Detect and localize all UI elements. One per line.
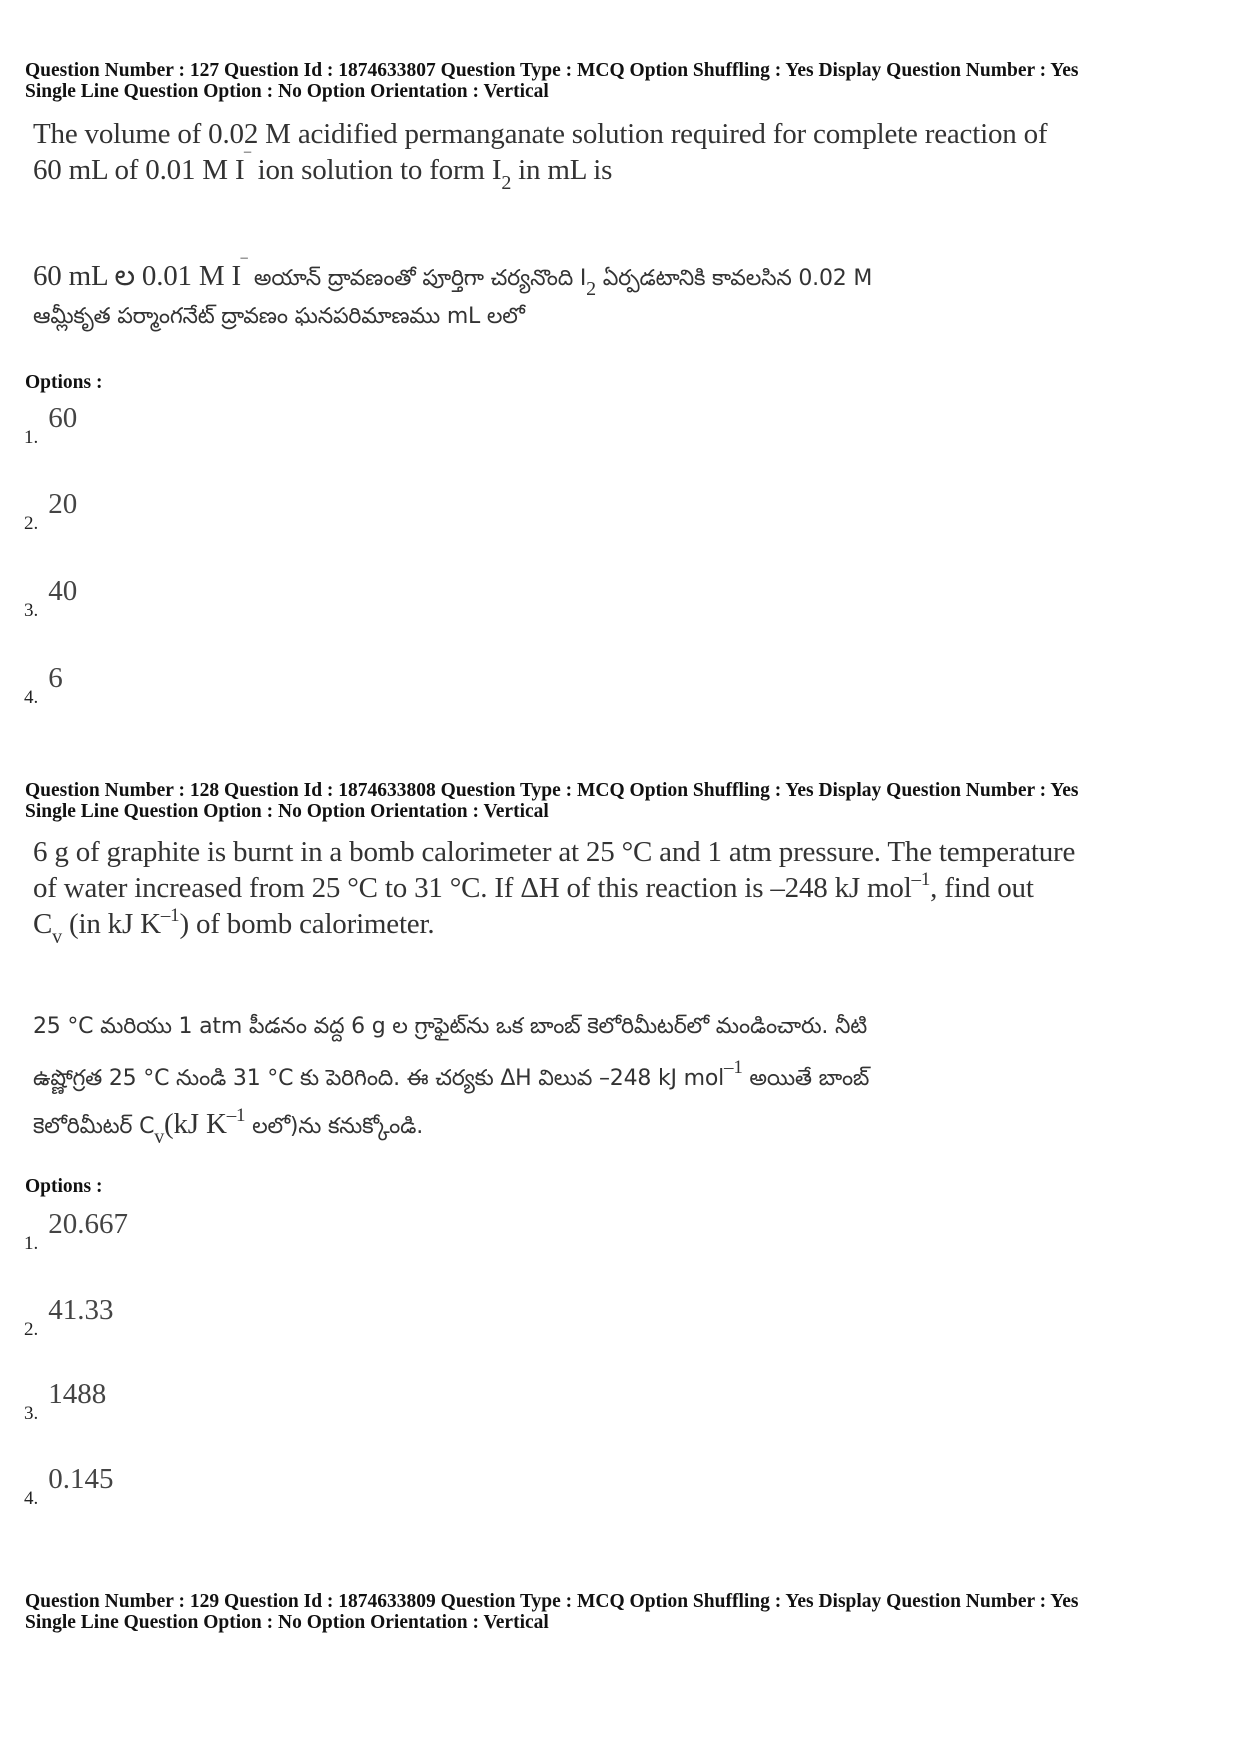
option-value: 41.33 <box>48 1294 114 1326</box>
question-text-line: ఉష్ణోగ్రత 25 °C నుండి 31 °C కు పెరిగింది. ఈ చర్యకు ΔH విలువ –248 kJ mol$^{-1}$ అయితే బాంబ్ <box>33 1057 870 1091</box>
option-3[interactable] <box>24 575 78 621</box>
option-number: 1. <box>24 427 39 448</box>
option-value: 20.667 <box>48 1208 128 1240</box>
question-text-line: $C_v$ (in kJ $K^{-1}$) of bomb calorimeter. <box>33 905 435 948</box>
option-1[interactable] <box>24 1208 128 1254</box>
question-meta-line-1: Question Number : 129 Question Id : 1874633809 Question Type : MCQ Option Shuffling : Yes Display Question Number : Yes <box>25 1591 1079 1612</box>
option-number: 2. <box>24 1319 39 1340</box>
option-value: 0.145 <box>48 1463 114 1495</box>
option-1[interactable] <box>24 402 78 448</box>
question-text-line: 60 mL of 0.01 M I‾ ion solution to form $I_2$ in mL is <box>33 151 613 194</box>
options-label: Options : <box>25 372 103 393</box>
options-label: Options : <box>25 1176 103 1197</box>
option-value: 1488 <box>48 1378 107 1410</box>
option-value: 40 <box>48 575 78 607</box>
option-2[interactable] <box>24 488 78 534</box>
option-4[interactable] <box>24 662 63 708</box>
question-meta-line-1: Question Number : 128 Question Id : 1874633808 Question Type : MCQ Option Shuffling : Yes Display Question Number : Yes <box>25 780 1079 801</box>
question-text-line: of water increased from 25 °C to 31 °C. If ΔH of this reaction is –248 kJ mol$^{-1}$, find out <box>33 869 1034 904</box>
question-text-line: ఆమ్లీకృత పర్మాంగనేట్ ద్రావణం ఘనపరిమాణము mL లలో <box>33 304 525 329</box>
question-meta-line-2: Single Line Question Option : No Option Orientation : Vertical <box>25 81 549 102</box>
question-128-meta <box>25 780 1078 822</box>
question-meta-line-1: Question Number : 127 Question Id : 1874633807 Question Type : MCQ Option Shuffling : Yes Display Question Number : Yes <box>25 60 1079 81</box>
question-meta-line-2: Single Line Question Option : No Option Orientation : Vertical <box>25 1612 549 1633</box>
question-text-line: 6 g of graphite is burnt in a bomb calorimeter at 25 °C and 1 atm pressure. The temperature <box>33 836 1076 868</box>
option-2[interactable] <box>24 1294 114 1340</box>
option-value: 60 <box>48 402 78 434</box>
option-value: 6 <box>48 662 63 694</box>
option-value: 20 <box>48 488 78 520</box>
question-129-meta <box>25 1591 1078 1633</box>
option-number: 4. <box>24 1488 39 1509</box>
option-number: 3. <box>24 600 39 621</box>
question-text-line: 25 °C మరియు 1 atm పీడనం వద్ద 6 g ల గ్రాఫైట్‌ను ఒక బాంబ్ కెలోరిమీటర్‌లో మండించారు. నీటి <box>33 1014 868 1039</box>
question-text-line: 60 mL ల 0.01 M I‾ అయాన్ ద్రావణంతో పూర్తిగా చర్యనొంది $I_2$ ఏర్పడటానికి కావలసిన 0.02 M <box>33 257 873 300</box>
option-number: 3. <box>24 1403 39 1424</box>
option-3[interactable] <box>24 1378 107 1424</box>
option-number: 1. <box>24 1233 39 1254</box>
option-4[interactable] <box>24 1463 114 1509</box>
question-127-meta <box>25 60 1078 102</box>
option-number: 2. <box>24 513 39 534</box>
option-number: 4. <box>24 687 39 708</box>
question-meta-line-2: Single Line Question Option : No Option Orientation : Vertical <box>25 801 549 822</box>
question-text-line: The volume of 0.02 M acidified permanganate solution required for complete reaction of <box>33 118 1048 150</box>
question-text-line: కెలోరిమీటర్ $C_v(kJ$ $K^{-1}$ లలో)ను కనుక్కోండి. <box>33 1105 424 1148</box>
